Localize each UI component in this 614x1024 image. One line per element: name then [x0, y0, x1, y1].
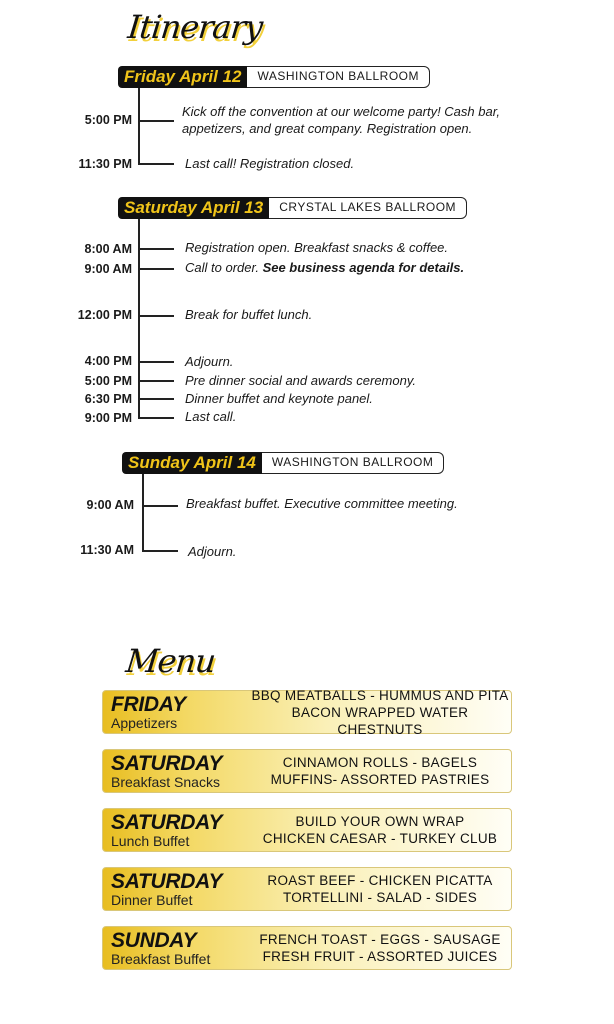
menu-day-name: FRIDAY	[111, 693, 186, 716]
menu-items	[249, 931, 511, 965]
event-time: 11:30 AM	[80, 543, 134, 557]
day-header-sunday	[122, 452, 444, 474]
menu-item-line: CINNAMON ROLLS - BAGELS	[282, 755, 478, 770]
venue-label: WASHINGTON BALLROOM	[262, 452, 445, 474]
timeline-tick	[138, 163, 174, 165]
menu-day-name: SATURDAY	[111, 752, 223, 775]
menu-item-line: ROAST BEEF - CHICKEN PICATTA	[267, 873, 493, 888]
menu-item-line: BUILD YOUR OWN WRAP	[295, 814, 465, 829]
menu-row-saturday-lunch	[102, 808, 512, 852]
itinerary-title: Itinerary	[126, 8, 265, 46]
event-time: 9:00 AM	[84, 262, 132, 276]
timeline-tick	[138, 417, 174, 419]
day-header-friday	[118, 66, 430, 88]
menu-day-name: SATURDAY	[111, 811, 223, 834]
event-description-line: appetizers, and great company. Registration open.	[182, 121, 473, 136]
menu-day	[103, 694, 249, 730]
menu-item-line: TORTELLINI - SALAD - SIDES	[282, 890, 478, 905]
event-description: Adjourn.	[188, 544, 237, 559]
event-description	[185, 260, 464, 275]
event-description: Breakfast buffet. Executive committee meeting.	[186, 496, 458, 511]
menu-item-line: BBQ MEATBALLS - HUMMUS AND PITA	[251, 687, 509, 703]
timeline-tick	[142, 550, 178, 552]
menu-item-line: CHICKEN CAESAR - TURKEY CLUB	[262, 831, 498, 846]
timeline-tick	[138, 398, 174, 400]
event-description	[182, 103, 500, 137]
timeline-tick	[138, 268, 174, 270]
menu-meal-type: Dinner Buffet	[111, 892, 193, 908]
event-time: 5:00 PM	[84, 113, 132, 127]
event-description: Break for buffet lunch.	[185, 307, 313, 322]
menu-items	[249, 872, 511, 906]
menu-meal-type: Lunch Buffet	[111, 833, 190, 849]
event-time: 6:30 PM	[84, 392, 132, 406]
venue-label: WASHINGTON BALLROOM	[247, 66, 430, 88]
timeline-line	[142, 474, 144, 552]
menu-items	[249, 813, 511, 847]
menu-title: Menu	[124, 642, 217, 680]
menu-day-name: SUNDAY	[111, 929, 197, 952]
event-description: Registration open. Breakfast snacks & coffee.	[185, 240, 449, 255]
menu-day	[103, 930, 249, 966]
menu-meal-type: Appetizers	[111, 715, 178, 731]
menu-row-saturday-breakfast	[102, 749, 512, 793]
menu-item-line: BACON WRAPPED WATER CHESTNUTS	[291, 704, 469, 737]
menu-meal-type: Breakfast Snacks	[111, 774, 220, 790]
event-time: 11:30 PM	[78, 157, 132, 171]
menu-meal-type: Breakfast Buffet	[111, 951, 211, 967]
menu-item-line: MUFFINS- ASSORTED PASTRIES	[270, 772, 490, 787]
menu-row-sunday	[102, 926, 512, 970]
day-label: Friday April 12	[118, 66, 247, 88]
menu-items	[249, 687, 511, 738]
timeline-tick	[142, 505, 178, 507]
event-description: Dinner buffet and keynote panel.	[185, 391, 373, 406]
timeline-tick	[138, 120, 174, 122]
venue-label: CRYSTAL LAKES BALLROOM	[269, 197, 467, 219]
event-description-emphasis: See business agenda for details.	[262, 260, 465, 275]
timeline-tick	[138, 248, 174, 250]
menu-day	[103, 812, 249, 848]
timeline-tick	[138, 361, 174, 363]
menu-day	[103, 753, 249, 789]
event-time: 4:00 PM	[84, 354, 132, 368]
menu-row-friday	[102, 687, 512, 737]
timeline-tick	[138, 380, 174, 382]
menu-item-line: FRESH FRUIT - ASSORTED JUICES	[262, 949, 498, 964]
day-label: Saturday April 13	[118, 197, 269, 219]
event-time: 5:00 PM	[84, 374, 132, 388]
event-description: Last call! Registration closed.	[185, 156, 355, 171]
menu-row-saturday-dinner	[102, 867, 512, 911]
event-description: Last call.	[185, 409, 237, 424]
menu-day	[103, 871, 249, 907]
event-description: Pre dinner social and awards ceremony.	[185, 373, 416, 388]
event-time: 9:00 PM	[84, 411, 132, 425]
menu-day-name: SATURDAY	[111, 870, 223, 893]
event-description-line: Kick off the convention at our welcome party! Cash bar,	[182, 104, 500, 119]
timeline-tick	[138, 315, 174, 317]
timeline-line	[138, 88, 140, 165]
event-time: 9:00 AM	[86, 498, 134, 512]
day-header-saturday	[118, 197, 467, 219]
menu-item-line: FRENCH TOAST - EGGS - SAUSAGE	[259, 932, 501, 947]
day-label: Sunday April 14	[122, 452, 262, 474]
event-description-text: Call to order.	[185, 260, 263, 275]
event-description: Adjourn.	[185, 354, 234, 369]
event-time: 8:00 AM	[84, 242, 132, 256]
menu-items	[249, 754, 511, 788]
event-time: 12:00 PM	[77, 308, 132, 322]
